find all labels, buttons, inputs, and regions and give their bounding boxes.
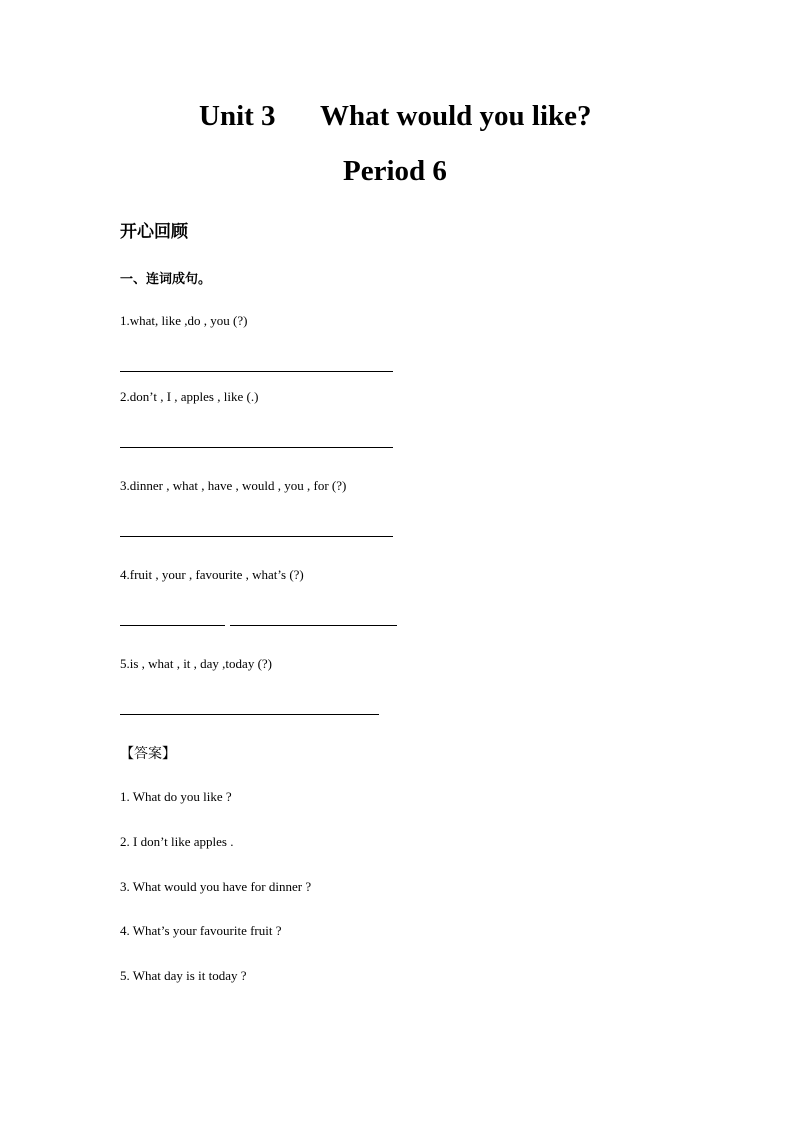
answer-5: 5. What day is it today ? <box>120 968 247 983</box>
answer-line-4b <box>230 625 397 626</box>
answer-line-1 <box>120 371 393 372</box>
answer-line-2 <box>120 447 393 448</box>
answer-line-5 <box>120 714 379 715</box>
section-heading: 开心回顾 <box>120 222 188 242</box>
answer-2: 2. I don’t like apples . <box>120 834 234 849</box>
page-title: What would you like? <box>320 100 592 132</box>
answer-1: 1. What do you like ? <box>120 789 232 804</box>
answer-heading: 【答案】 <box>120 746 176 762</box>
question-3: 3.dinner , what , have , would , you , for (?) <box>120 478 347 493</box>
exercise-heading: 一、连词成句。 <box>120 272 212 287</box>
answer-line-4a <box>120 625 225 626</box>
question-1: 1.what, like ,do , you (?) <box>120 313 248 328</box>
question-4: 4.fruit , your , favourite , what’s (?) <box>120 567 304 582</box>
answer-3: 3. What would you have for dinner ? <box>120 879 312 894</box>
period-label: Period 6 <box>343 155 447 187</box>
answer-line-3 <box>120 536 393 537</box>
question-5: 5.is , what , it , day ,today (?) <box>120 656 272 671</box>
unit-label: Unit 3 <box>199 100 276 132</box>
answer-4: 4. What’s your favourite fruit ? <box>120 923 282 938</box>
question-2: 2.don’t , I , apples , like (.) <box>120 389 259 404</box>
